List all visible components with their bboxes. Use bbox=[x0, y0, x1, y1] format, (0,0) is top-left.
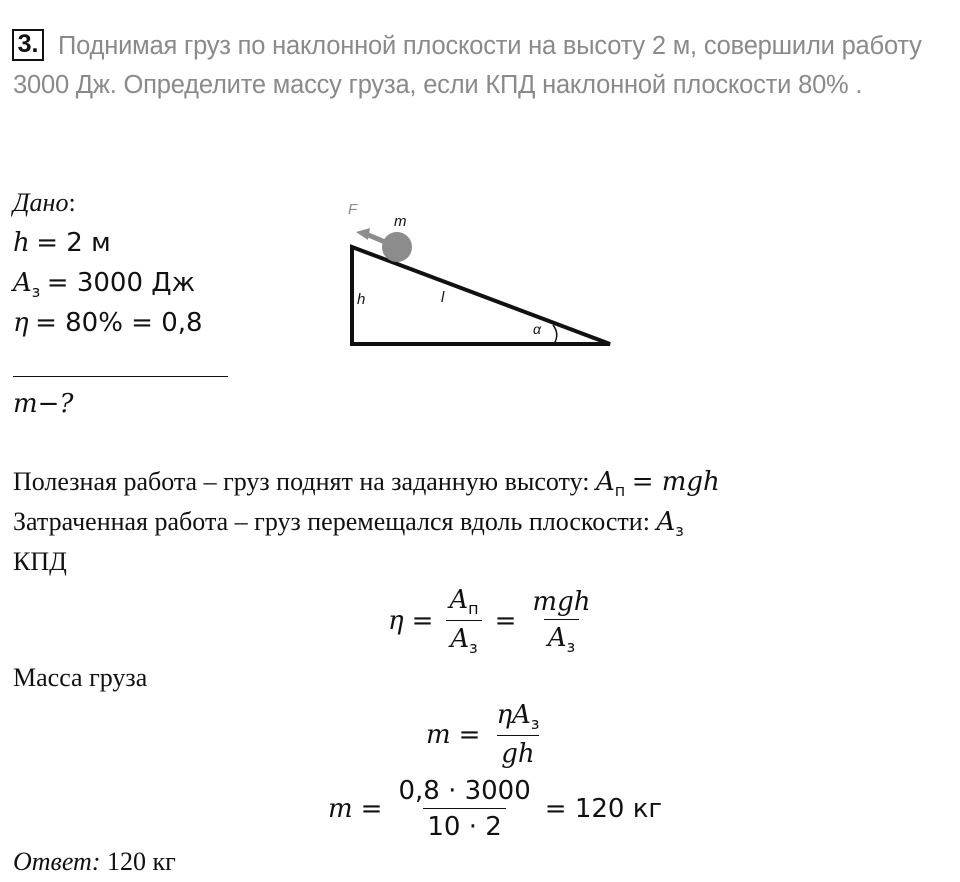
find-mass: m−? bbox=[13, 389, 74, 419]
label-h: h bbox=[357, 291, 366, 308]
given-title: Дано: bbox=[13, 188, 76, 217]
fraction-Ap-Az: $\frac{A_п}{A_з}$ bbox=[445, 585, 482, 657]
label-alpha: α bbox=[533, 321, 541, 337]
label-F: F bbox=[348, 201, 358, 218]
angle-arc bbox=[553, 325, 557, 344]
var-A: A bbox=[13, 268, 32, 298]
answer-line bbox=[13, 844, 176, 880]
mass-label: Масса груза bbox=[13, 663, 148, 692]
calculation-formula: m = $\frac{0,8 \cdot 3000}{10 \cdot 2}$ = 120 кг bbox=[328, 776, 663, 842]
sub-z: з bbox=[31, 282, 41, 302]
force-arrow-shaft bbox=[366, 234, 385, 242]
given-height bbox=[13, 225, 111, 261]
force-arrow-head bbox=[356, 228, 370, 240]
mass-formula: m = $\frac{\eta A_з}{gh}$ bbox=[426, 700, 547, 769]
answer-value: 120 кг bbox=[106, 847, 176, 876]
problem-statement: Поднимая груз по наклонной плоскости на высоту 2 м, совершили работу 3000 Дж. Определите массу груза, если КПД наклонной плоскости 80% . bbox=[13, 32, 922, 99]
label-l: l bbox=[441, 289, 445, 306]
value-A: = 3000 Дж bbox=[46, 268, 196, 298]
load-ball bbox=[382, 232, 412, 262]
given-work bbox=[13, 265, 195, 310]
task-number: 3. bbox=[12, 29, 44, 61]
given-efficiency bbox=[13, 305, 203, 341]
var-eta: η bbox=[13, 308, 29, 338]
answer-label: Ответ: bbox=[13, 847, 101, 876]
value-h: = 2 м bbox=[36, 228, 111, 258]
inclined-plane-diagram bbox=[340, 190, 630, 355]
plane-triangle bbox=[352, 247, 610, 344]
var-h: h bbox=[13, 228, 30, 258]
useful-work-line: Полезная работа – груз поднят на заданную высоту: $A_п$ = mgh bbox=[13, 467, 720, 501]
given-separator bbox=[13, 376, 228, 377]
efficiency-formula: η = $\frac{A_п}{A_з}$ = $\frac{\text{mgh}}{A_з}$ bbox=[388, 585, 598, 657]
value-eta: = 80% = 0,8 bbox=[35, 308, 203, 338]
kpd-label: КПД bbox=[13, 547, 67, 576]
spent-work-line: Затраченная работа – груз перемещался вдоль плоскости: $A_з$ bbox=[13, 507, 684, 541]
fraction-mgh-Az: $\frac{\text{mgh}}{A_з}$ bbox=[532, 586, 591, 656]
fraction-etaAz-gh: $\frac{\eta A_з}{gh}$ bbox=[496, 700, 540, 770]
label-m: m bbox=[394, 213, 407, 230]
fraction-calc: $\frac{0,8 \cdot 3000}{10 \cdot 2}$ bbox=[398, 776, 531, 842]
problem-text bbox=[13, 27, 948, 105]
